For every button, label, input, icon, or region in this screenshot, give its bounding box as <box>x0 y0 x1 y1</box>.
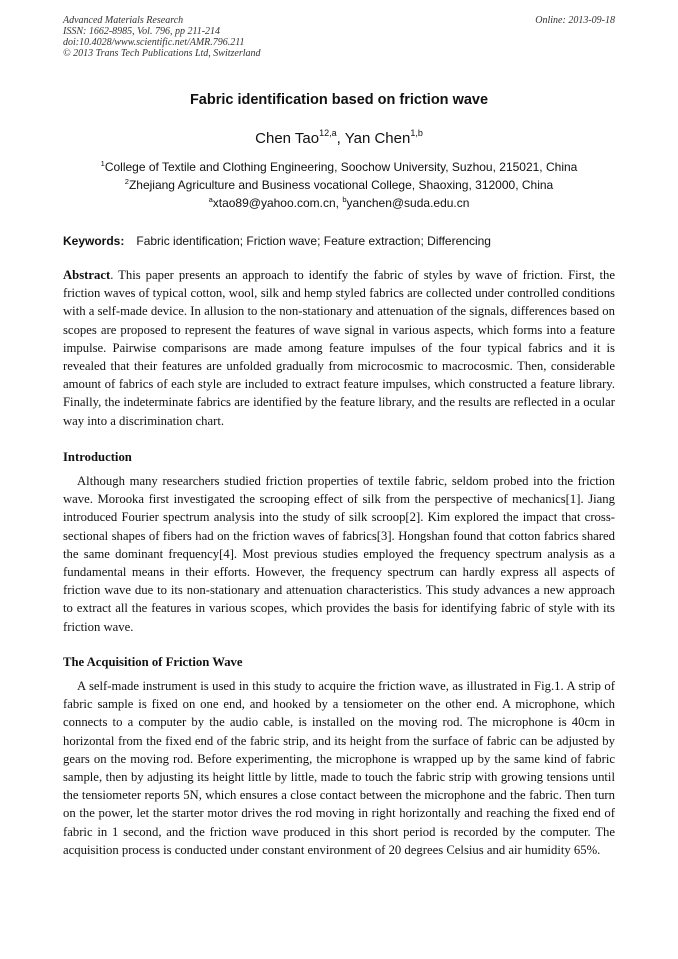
author-1-name: Chen Tao <box>255 130 320 147</box>
email-1-mark: a <box>208 195 213 204</box>
abstract-label: Abstract <box>63 268 111 282</box>
email-2-mark: b <box>342 195 347 204</box>
online-date: Online: 2013-09-18 <box>535 15 615 26</box>
section-heading-introduction: Introduction <box>63 450 132 464</box>
journal-copyright: © 2013 Trans Tech Publications Ltd, Switzerland <box>63 48 261 59</box>
author-2-name: Yan Chen <box>344 130 411 147</box>
affiliation-2-text: Zhejiang Agriculture and Business vocational College, Shaoxing, 312000, China <box>128 178 554 192</box>
journal-issn: ISSN: 1662-8985, Vol. 796, pp 211-214 <box>63 26 221 37</box>
email-line <box>0 196 678 210</box>
author-separator: , <box>336 130 345 147</box>
introduction-paragraph: Although many researchers studied friction properties of textile fabric, seldom probed into the friction wave. Morooka first investigated the scrooping effect of silk from the perspective of mechanics[1]. Jiang introduced Fourier spectrum analysis into the study of silk scroop[2]. Kim explored the impact that cross-sectional shapes of fibers had on the friction waves of fabrics[3]. Hongshan found that cotton fabrics shared the same dominant frequency[4]. Most previous studies employed the frequency spectrum analysis as a fundamental means in their efforts. However, the frequency spectrum can hardly express all aspects of friction wave due to its non-stationary and attenuation characteristics. This study advances a new approach to extract all the features in various scopes, which provides the basis for identifying fabric of style with its friction wave. <box>63 474 615 634</box>
abstract-paragraph <box>63 266 615 430</box>
affiliation-2-mark: 2 <box>124 177 129 186</box>
journal-header <box>63 15 615 59</box>
section-heading-acquisition: The Acquisition of Friction Wave <box>63 655 243 669</box>
paper-title: Fabric identification based on friction wave <box>189 92 489 108</box>
author-1-affiliation-mark: 12,a <box>319 128 337 138</box>
keywords-label: Keywords: <box>63 234 125 248</box>
abstract-text: . This paper presents an approach to identify the fabric of styles by wave of friction. First, the friction waves of typical cotton, wool, silk and hemp styled fabrics are collected under controlled conditions with a self-made device. In allusion to the non-stationary and attenuation of the signals, differences based on scopes are proposed to represent the features of wave signal in various aspects, which forms into a feature impulse. Pairwise comparisons are made among feature impulses of the four typical fabrics and it is revealed that their features are unfolded gradually from microcosmic to macrocosmic. Then, considerable amount of fabrics of each style are included to extract feature impulses, which constructed a feature library. Finally, the indeterminate fabrics are identified by the feature library, and the results are reflected in a ocular way into a discrimination chart. <box>63 268 615 428</box>
keywords-text: Fabric identification; Friction wave; Feature extraction; Differencing <box>136 234 491 248</box>
journal-name: Advanced Materials Research <box>63 15 184 26</box>
keywords <box>63 234 615 248</box>
affiliation-1-text: College of Textile and Clothing Engineering, Soochow University, Suzhou, 215021, China <box>104 160 578 174</box>
author-2-affiliation-mark: 1,b <box>410 128 423 138</box>
journal-doi: doi:10.4028/www.scientific.net/AMR.796.211 <box>63 37 245 48</box>
affiliation-1-mark: 1 <box>100 159 105 168</box>
email-separator: , <box>335 196 343 210</box>
journal-info <box>63 15 615 59</box>
author-line <box>0 130 678 147</box>
email-1: xtao89@yahoo.com.cn <box>212 196 336 210</box>
email-2: yanchen@suda.edu.cn <box>346 196 470 210</box>
affiliation-2 <box>0 178 678 192</box>
acquisition-paragraph: A self-made instrument is used in this study to acquire the friction wave, as illustrated in Fig.1. A strip of fabric sample is fixed on one end, and hooked by a tensiometer on the other end. A microphone, which connects to a computer by the audio cable, is installed on the moving rod. The microphone is 40cm in horizontal from the fixed end of the fabric strip, and its height from the surface of fabric can be adjusted by gears on the moving rod. Before experimenting, the microphone is wrapped up by the same kind of fabric sample, then by adjusting its height little by little, made to touch the fabric strip with growing tensions until the tensiometer reports 5N, which ensures a close contact between the microphone and the fabric. Then turn on the power, let the starter motor drives the rod moving in right horizontally and reaching the fixed end of fabric in 1 second, and the friction wave produced in this short period is recorded by the computer. The acquisition process is conducted under constant environment of 20 degrees Celsius and air humidity 65%. <box>63 679 615 857</box>
affiliation-1 <box>0 160 678 174</box>
